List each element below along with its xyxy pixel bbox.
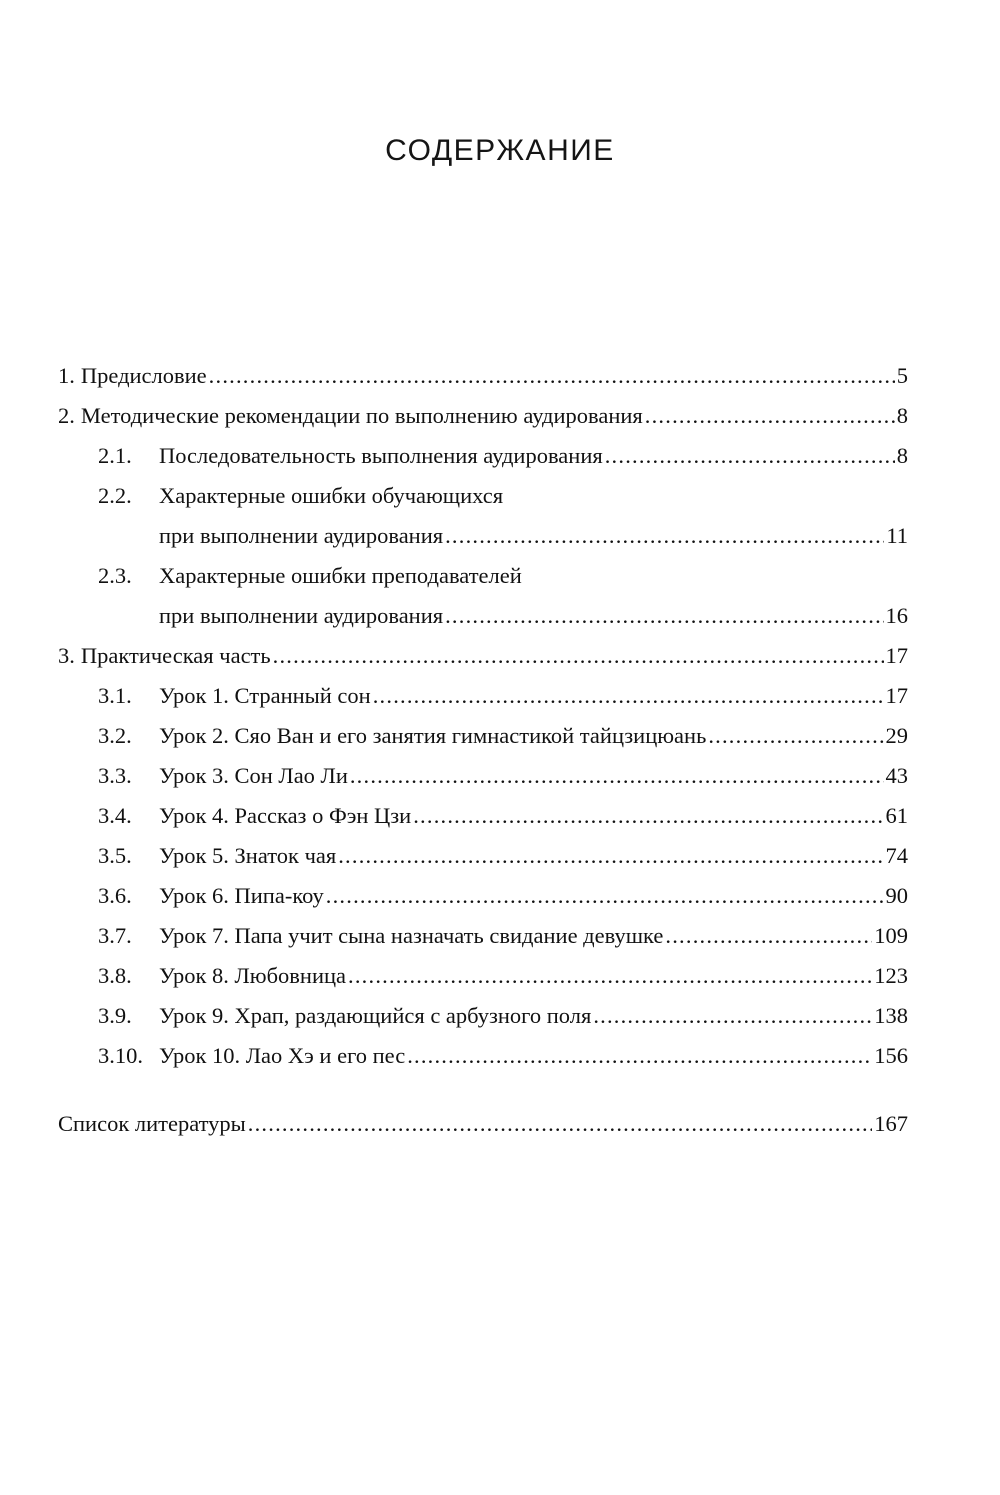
toc-entry-page: 43: [885, 763, 908, 788]
toc-entry-label: Урок 1. Странный сон: [159, 683, 371, 708]
toc-entry-page: 123: [874, 963, 908, 988]
toc-entry-label: Урок 4. Рассказ о Фэн Цзи: [159, 803, 412, 828]
toc-entry-page: 109: [874, 923, 908, 948]
dot-leader: [445, 516, 884, 556]
toc-entry-number: 3.6.: [98, 883, 132, 908]
toc-entry-number: 3.9.: [98, 1003, 132, 1028]
toc-entry-3-8[interactable]: [58, 956, 908, 996]
dot-leader: [665, 916, 872, 956]
toc-entry-3-3[interactable]: [58, 756, 908, 796]
toc-entry-bibliography[interactable]: [58, 1104, 908, 1144]
toc-entry-number: 3.7.: [98, 923, 132, 948]
toc-entry-label: Урок 7. Папа учит сына назначать свидание девушке: [159, 923, 664, 948]
toc-entry-number: 3.10.: [98, 1043, 143, 1068]
dot-leader: [593, 996, 872, 1036]
toc-entry-2-3[interactable]: [58, 556, 908, 636]
dot-leader: [248, 1104, 872, 1144]
toc-entry-label-line2: при выполнении аудирования: [159, 603, 444, 628]
toc-entry-number: 2.2.: [98, 483, 132, 508]
toc-entry-label-line1: Характерные ошибки преподавателей: [159, 563, 522, 588]
toc-entry-page: 8: [896, 403, 908, 428]
toc-entry-label: Практическая часть: [80, 643, 271, 668]
toc-entry-3-9[interactable]: [58, 996, 908, 1036]
dot-leader: [645, 396, 895, 436]
toc-entry-label: Урок 6. Пипа-коу: [159, 883, 324, 908]
toc-entry-number: 2.3.: [98, 563, 132, 588]
toc-entry-page: 61: [885, 803, 908, 828]
toc-entry-page: 17: [885, 683, 908, 708]
dot-leader: [209, 356, 895, 396]
dot-leader: [605, 436, 895, 476]
toc-entry-label: Последовательность выполнения аудирования: [159, 443, 603, 468]
toc-entry-page: 156: [874, 1043, 908, 1068]
dot-leader: [413, 796, 883, 836]
dot-leader: [350, 756, 884, 796]
toc-entry-number: 3.8.: [98, 963, 132, 988]
dot-leader: [338, 836, 883, 876]
toc-entry-number: 3.2.: [98, 723, 132, 748]
toc-entry-label: Предисловие: [80, 363, 207, 388]
page-title: СОДЕРЖАНИЕ: [385, 134, 615, 167]
toc-entry-label: Урок 8. Любовница: [159, 963, 347, 988]
dot-leader: [407, 1036, 872, 1076]
toc-entry-preface[interactable]: [58, 356, 908, 396]
toc-entry-number: 3.1.: [98, 683, 132, 708]
toc-entry-3-1[interactable]: [58, 676, 908, 716]
toc-entry-number: 2.1.: [98, 443, 132, 468]
dot-leader: [445, 596, 883, 636]
dot-leader: [708, 716, 883, 756]
toc-entry-page: 74: [885, 843, 908, 868]
toc-entry-label: Урок 10. Лао Хэ и его пес: [159, 1043, 406, 1068]
toc-entry-3-5[interactable]: [58, 836, 908, 876]
toc-entry-label: Урок 9. Храп, раздающийся с арбузного поля: [159, 1003, 592, 1028]
toc-entry-2-1[interactable]: [58, 436, 908, 476]
toc-entry-page: 5: [896, 363, 908, 388]
toc-entry-page: 11: [886, 523, 908, 548]
toc-entry-number: 3.3.: [98, 763, 132, 788]
toc-entry-number: 3.5.: [98, 843, 132, 868]
toc-entry-number: 1.: [58, 363, 75, 388]
toc-entry-label: Урок 5. Знаток чая: [159, 843, 337, 868]
toc-entry-page: 16: [885, 603, 908, 628]
toc-entry-number: 3.4.: [98, 803, 132, 828]
toc-entry-3-2[interactable]: [58, 716, 908, 756]
dot-leader: [273, 636, 884, 676]
toc-entry-3-7[interactable]: [58, 916, 908, 956]
toc-entry-label-line2: при выполнении аудирования: [159, 523, 444, 548]
toc-entry-practical[interactable]: [58, 636, 908, 676]
dot-leader: [373, 676, 884, 716]
toc-entry-3-10[interactable]: [58, 1036, 908, 1076]
toc-entry-number: 3.: [58, 643, 75, 668]
dot-leader: [326, 876, 884, 916]
toc-entry-label: Методические рекомендации по выполнению аудирования: [80, 403, 643, 428]
dot-leader: [348, 956, 872, 996]
toc-entry-2-2[interactable]: [58, 476, 908, 556]
toc-entry-label: Список литературы: [58, 1111, 246, 1136]
toc-entry-page: 8: [896, 443, 908, 468]
toc-entry-methodology[interactable]: [58, 396, 908, 436]
toc-entry-label: Урок 2. Сяо Ван и его занятия гимнастикой тайцзицюань: [159, 723, 707, 748]
toc-entry-label: Урок 3. Сон Лао Ли: [159, 763, 348, 788]
toc-entry-page: 17: [885, 643, 908, 668]
toc-entry-page: 90: [885, 883, 908, 908]
toc-entry-3-6[interactable]: [58, 876, 908, 916]
toc-entry-label-line1: Характерные ошибки обучающихся: [159, 483, 504, 508]
toc-entry-number: 2.: [58, 403, 75, 428]
toc-entry-page: 29: [885, 723, 908, 748]
table-of-contents: [58, 356, 908, 1144]
toc-entry-3-4[interactable]: [58, 796, 908, 836]
toc-entry-page: 138: [874, 1003, 908, 1028]
toc-entry-page: 167: [874, 1111, 908, 1136]
